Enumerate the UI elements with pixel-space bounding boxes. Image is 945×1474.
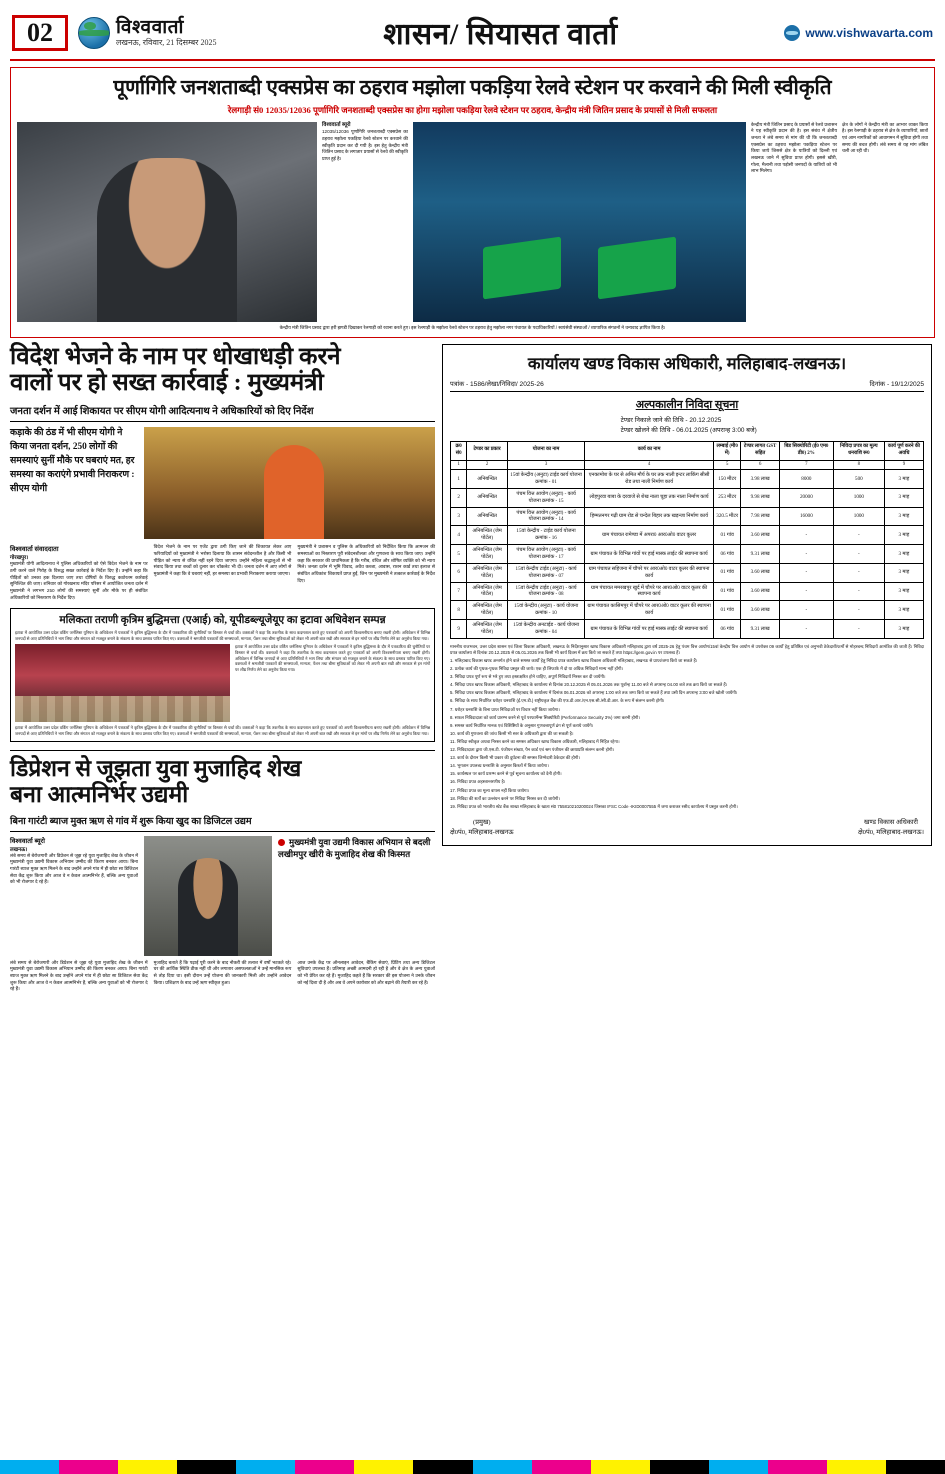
cm-pullquote: कड़ाके की ठंड में भी सीएम योगी ने किया जनता दर्शन, 250 लोगों की समस्याएं सुनीं मौके पर घबराएं मत, हर समस्या का कराएंगे प्रभावी निराकरण : सीएम योगी (10, 428, 135, 495)
cell-length: 150 मीटर (713, 470, 740, 489)
cell-length: 01 गांव (713, 526, 740, 545)
cell-type: अनिबन्धित (जेम पोर्टल) (467, 526, 508, 545)
cell-cost: 3.60 लाख (741, 526, 780, 545)
table-header-row (451, 442, 924, 461)
cell-cost: 3.60 लाख (741, 582, 780, 601)
cell-work: हिम्मतनगर गढ़ी ग्राम रोड से चन्देल बिहार तक खड़न्जा निर्माण कार्य (585, 507, 714, 526)
cell-sn: 9 (451, 620, 467, 639)
th-emd: बिड सिक्योरिटी (ई0 एम0 डी0) 2% (779, 442, 833, 461)
print-color-bar (0, 1460, 945, 1474)
dep-headline-line1: डिप्रेशन से जूझता युवा मुजाहिद शेख (10, 755, 302, 781)
cell-scheme: पंचम वित्त आयोग (अनुटा) - कार्य योजना क्रमांक - 14 (507, 507, 584, 526)
terms-intro: माननीय राजभवन, उत्तर प्रदेश शासन एवं जिला विकास अधिकारी, लखनऊ के निर्देशानुसार खण्ड विकास अधिकारी मलिहाबाद द्वारा वर्ष 2025-26 हेतु पंचम वित्त आयोग/15वां केन्द्रीय वित्त आयोग से उपरोक्त 09 कार्यों हेतु प्रतिष्ठित एवं अनुभवी ठेकेदारों/फर्मों से मोहरबन्द निविदायें आमंत्रित की जाती हैं। निविदा प्रपत्र कार्यालय से दिनांक 20.12.2025 से 05.01.2026 तक किसी भी कार्य दिवस में क्रय किये जा सकते हैं तथा https://gem.gov.in पर उपलब्ध हैं। (450, 643, 924, 655)
lead-col-3: क्षेत्र के लोगों ने केन्द्रीय मंत्री का आभार व्यक्त किया है। इस रेलगाड़ी के ठहराव से क्षेत्र के व्यापारियों, छात्रों एवं आम नागरिकों को आवागमन में सुविधा होगी तथा समय की बचत होगी। लंबे समय से यह मांग लंबित चली आ रही थी। (842, 121, 928, 154)
cell-length: 06 गांव (713, 545, 740, 564)
cell-type: अनिबन्धित (जेम पोर्टल) (467, 601, 508, 620)
cell-emd: - (779, 582, 833, 601)
term-item: 3. निविदा प्रपत्र पूर्ण रूप से भरे हुए तथा हस्ताक्षरित होने चाहिए, अपूर्ण निविदायें निरस्त कर दी जायेंगी। (450, 674, 606, 680)
table-row (451, 601, 924, 620)
cell-period: 3 माह (884, 526, 923, 545)
cell-sn: 5 (451, 545, 467, 564)
cell-work: ग्राम पंचायत कासिमपुर में चौपरे पर आर0ओ0 वाटर कूलर की स्थापना कार्य (585, 601, 714, 620)
num-8: 8 (833, 460, 884, 469)
term-item: 7. धरोहर धनराशि के बिना प्राप्त निविदाओं पर विचार नहीं किया जायेगा। (450, 706, 560, 712)
cell-type: अनिबन्धित (467, 507, 508, 526)
dep-photo (144, 836, 272, 956)
cell-work: ग्राम पंचायत ममरखपुर खुर्द में चौपरे पर आर0ओ0 वाटर कूलर की स्थापना कार्य (585, 582, 714, 601)
num-7: 7 (779, 460, 833, 469)
cell-work: ग्राम पंचायत के विभिन्न गांवों पर हाई मास्क लाईट की स्थापना कार्य (585, 545, 714, 564)
term-item: 18. निविदा की शर्तों का उल्लंघन करने पर निविदा निरस्त कर दी जायेगी। (450, 795, 560, 801)
cell-type: अनिबन्धित (467, 470, 508, 489)
cell-length: 01 गांव (713, 601, 740, 620)
cell-sn: 8 (451, 601, 467, 620)
signature-right (858, 818, 924, 839)
term-item: 19. निविदा प्रपत्र को भारतीय स्टेट बैंक शाखा मलिहाबाद के खाता सं0 755810210200024 जिसका IFSC Code -IKID0007555 में जमा कराकर रसीद कार्यालय में प्रस्तुत करनी होगी। (450, 803, 738, 809)
cell-sn: 6 (451, 563, 467, 582)
ai-conference-box (10, 608, 435, 741)
term-item: 12. निविदादाता द्वारा जी.एस.टी. पंजीयन संख्या, पैन कार्ड एवं श्रम पंजीयन की छायाप्रति संलग्न करनी होगी। (450, 747, 615, 753)
term-item: 11. निविदा स्वीकृत अथवा निरस्त करने का समस्त अधिकार खण्ड विकास अधिकारी, मलिहाबाद में निहित रहेगा। (450, 738, 620, 744)
cm-headline-line1: विदेश भेजने के नाम पर धोखाधड़ी करने (10, 343, 341, 370)
num-5: 5 (713, 460, 740, 469)
cell-cost: 7.98 लाख (741, 507, 780, 526)
cell-fee: - (833, 620, 884, 639)
cm-col-2: विदेश भेजने के नाम पर एजेंट द्वारा ठगी किए जाने की शिकायत लेकर आए फरियादियों को मुख्यमंत्री ने भरोसा दिलाया कि शासन संवेदनशील है और किसी भी पीड़ित को न्याय से वंचित नहीं रहने दिया जाएगा। उन्होंने महिला श्रद्धालुओं से भी संवाद किया तथा बच्चों को दुलार कर चॉकलेट भी दी। जनता दर्शन में आए लोगों से मुख्यमंत्री ने कहा कि वे घबराएं नहीं, हर समस्या का प्रभावी निराकरण कराया जाएगा। (153, 544, 292, 576)
cell-fee: - (833, 526, 884, 545)
th-scheme: योजना का नाम (507, 442, 584, 461)
table-row (451, 545, 924, 564)
cm-story (10, 344, 435, 602)
dep-col-3: मुजाहिद बताते हैं कि पढ़ाई पूरी करने के बाद नौकरी की तलाश में वर्षों भटकते रहे। घर की आर्थिक स्थिति ठीक नहीं थी और लगातार असफलताओं ने उन्हें मानसिक रूप से तोड़ दिया था। इसी दौरान उन्हें योजना की जानकारी मिली और उन्होंने आवेदन किया। प्रशिक्षण के बाद उन्हें ऋण स्वीकृत हुआ। (153, 959, 292, 985)
cell-length: 01 गांव (713, 563, 740, 582)
cell-fee: - (833, 582, 884, 601)
cell-work: ग्राम पंचायत के विभिन्न गांवों पर हाई मास्क लाईट की स्थापना कार्य (585, 620, 714, 639)
lead-story (10, 67, 935, 338)
lead-subhead: रेलगाड़ी सं0 12035/12036 पूर्णागिरि जनशताब्दी एक्सप्रेस का होगा मझोला पकड़िया रेलवे स्टेशन पर ठहराव, केन्द्रीय मंत्री जितिन प्रसाद के प्रयासों से मिली सफलता (227, 105, 718, 115)
cell-scheme: 15वां केन्द्रीय अनटाईड - कार्य योजना क्रमांक - 04 (507, 620, 584, 639)
cell-fee: 500 (833, 470, 884, 489)
lead-photo-right (413, 122, 746, 322)
cell-scheme: पंचम वित्त आयोग (अनुटा) - कार्य योजना क्रमांक - 17 (507, 545, 584, 564)
cell-type: अनिबन्धित (जेम पोर्टल) (467, 545, 508, 564)
th-period: कार्य पूर्ण करने की अवधि (884, 442, 923, 461)
cell-length: 320.5 मीटर (713, 507, 740, 526)
term-item: 9. समस्त कार्य निर्धारित मानक एवं विशिष्टियों के अनुसार गुणवत्तापूर्ण ढंग से पूर्ण कराये जायेंगे। (450, 722, 594, 728)
table-row (451, 507, 924, 526)
cm-deck: जनता दर्शन में आई शिकायत पर सीएम योगी आदित्यनाथ ने अधिकारियों को दिए निर्देश (10, 403, 435, 422)
cm-col-1: मुख्यमंत्री योगी आदित्यनाथ ने पुलिस अधिकारियों को ऐसे विदेश भेजने के नाम पर ठगी करने वाले गिरोह के विरुद्ध सख्त कार्रवाई के निर्देश दिए हैं। उन्होंने कहा कि पीड़ितों को उनका हक दिलाया जाए तथा दोषियों के विरुद्ध कठोरतम कार्रवाई सुनिश्चित की जाए। शनिवार को गोरखनाथ मंदिर परिसर में आयोजित जनता दर्शन में मुख्यमंत्री ने लगभग 250 लोगों की समस्याएं सुनीं और मौके पर ही संबंधित अधिकारियों को निस्तारण के निर्देश दिए। (10, 561, 148, 600)
cell-emd: - (779, 563, 833, 582)
term-item: 10. कार्य की गुणवत्ता की जांच किसी भी स्तर के अधिकारी द्वारा की जा सकती है। (450, 730, 574, 736)
tender-ref: पत्रांक - 1586/लेखा/निविदा/ 2025-26 (450, 380, 544, 388)
term-item: 14. भुगतान उपलब्ध धनराशि के अनुसार किश्तों में किया जायेगा। (450, 763, 549, 769)
lead-col-2: केन्द्रीय मंत्री जितिन प्रसाद के प्रयासों से रेलवे प्रशासन ने यह स्वीकृति प्रदान की है। इस संबंध में क्षेत्रीय जनता ने लंबे समय से मांग की थी कि जनशताब्दी एक्सप्रेस का ठहराव मझोला पकड़िया स्टेशन पर किया जाये जिससे क्षेत्र के यात्रियों को दिल्ली एवं लखनऊ जाने में सुविधा प्राप्त होगी। इससे खीरी, गोला, मैलानी तथा पड़ोसी जनपदों के यात्रियों को भी लाभ मिलेगा। (751, 121, 837, 174)
th-sn: क्र0 सं0 (451, 442, 467, 461)
cell-type: अनिबन्धित (जेम पोर्टल) (467, 620, 508, 639)
ai-body-bottom: इटावा में आयोजित उत्तर प्रदेश वर्किंग जर्नलिस्ट यूनियन के अधिवेशन में पत्रकारों ने कृत्रिम बुद्धिमत्ता के दौर में पत्रकारिता की चुनौतियों पर विस्तार से चर्चा की। वक्ताओं ने कहा कि तकनीक के साथ कदमताल करते हुए पत्रकारों को अपनी विश्वसनीयता बनाए रखनी होगी। अधिवेशन में विभिन्न जनपदों से आए प्रतिनिधियों ने भाग लिया और संगठन को मजबूत बनाने के संकल्प के साथ प्रस्ताव पारित किए गए। वक्ताओं ने श्रमजीवी पत्रकारों की समस्याओं, मान्यता, पेंशन तथा बीमा सुविधाओं को लेकर भी अपनी बात रखी और सरकार से इन मांगों पर शीघ्र निर्णय लेने का अनुरोध किया गया। (15, 725, 430, 737)
th-cost: टेण्डर लागत GST सहित (741, 442, 780, 461)
brand-edition: लखनऊ, रविवार, 21 दिसम्बर 2025 (116, 38, 217, 47)
sign-right-title: खण्ड विकास अधिकारी (864, 818, 918, 826)
dep-col-4: आज उनके केंद्र पर ऑनलाइन आवेदन, बैंकिंग सेवाएं, प्रिंटिंग तथा अन्य डिजिटल सुविधाएं उपलब्ध हैं। प्रतिमाह अच्छी आमदनी हो रही है और वे क्षेत्र के अन्य युवाओं को भी प्रेरित कर रहे हैं। मुजाहिद कहते हैं कि सरकार की इस योजना ने उनके जीवन को नई दिशा दी है और अब वे अपने कारोबार को और बढ़ाने की तैयारी कर रहे हैं। (297, 959, 436, 985)
th-fee: निविदा प्रपत्र का मूल्य धनराशि रू0 (833, 442, 884, 461)
table-number-row (451, 460, 924, 469)
sign-right-office: क्षे0पं0, मलिहाबाद-लखनऊ। (857, 829, 924, 837)
cell-cost: 3.60 लाख (741, 563, 780, 582)
cell-type: अनिबन्धित (जेम पोर्टल) (467, 582, 508, 601)
cell-scheme: 15वां केन्द्रीय (अनुटा) - कार्य योजना क्रमांक - 10 (507, 601, 584, 620)
table-row (451, 582, 924, 601)
th-work: कार्य का नाम (585, 442, 714, 461)
cm-col-3: मुख्यमंत्री ने प्रशासन व पुलिस के अधिकारियों को निर्देशित किया कि आमजन की समस्याओं का निस्तारण पूरी संवेदनशीलता और गुणवत्ता के साथ किया जाए। उन्होंने कहा कि सरकार की प्राथमिकता है कि गरीब, वंचित और शोषित व्यक्ति को भी न्याय मिले। जनता दर्शन में भूमि विवाद, अवैध कब्जा, आवास, राशन कार्ड तथा इलाज से संबंधित अधिकांश शिकायतें प्राप्त हुईं, जिन पर मुख्यमंत्री ने तत्काल कार्रवाई के निर्देश दिए। (297, 544, 436, 583)
signature-left (450, 818, 514, 839)
cell-period: 3 माह (884, 582, 923, 601)
tender-terms (450, 644, 924, 810)
cell-cost: 9.31 लाख (741, 620, 780, 639)
cell-work: एनकामोश के घर से अमित मौर्य के घर तक नाली इन्टर लाकिंग सीसी रोड तथा नाली निर्माण कार्य (585, 470, 714, 489)
brand-name: विश्ववार्ता (116, 17, 184, 38)
cell-fee: 1000 (833, 507, 884, 526)
table-row (451, 620, 924, 639)
cell-scheme: 15वां केन्द्रीय (अनुटा) टाईड कार्य योजना क्रमांक - 01 (507, 470, 584, 489)
tender-signatures (450, 818, 924, 839)
cell-period: 3 माह (884, 507, 923, 526)
term-item: 5. निविदा प्रपत्र खण्ड विकास अधिकारी, मलिहाबाद के कार्यालय में दिनांक 06.01.2026 को अपरान्ह 1:00 बजे तक जमा किये जा सकते हैं तथा उसी दिन अपरान्ह 3:00 बजे खोली जायेंगी। (450, 690, 738, 696)
cell-cost: 3.60 लाख (741, 601, 780, 620)
cell-cost: 9.31 लाख (741, 545, 780, 564)
cell-sn: 2 (451, 488, 467, 507)
page-number: 02 (12, 15, 68, 51)
cell-emd: - (779, 545, 833, 564)
cell-period: 3 माह (884, 601, 923, 620)
cell-emd: - (779, 620, 833, 639)
website-url: www.vishwavarta.com (805, 25, 933, 40)
dep-headline-line2: बना आत्मनिर्भर उद्यमी (10, 782, 189, 808)
right-column (442, 344, 932, 846)
entrepreneur-story (10, 750, 435, 993)
tender-open-date: टेण्डर खोलने की तिथि - 06.01.2025 (अपरान्ह 3:00 बजे) (620, 426, 757, 434)
num-2: 2 (467, 460, 508, 469)
term-item: 16. निविदा प्रपत्र अहस्तान्तरणीय है। (450, 779, 506, 785)
term-item: 8. सफल निविदादाता को कार्य प्रारम्भ करने से पूर्व परफार्मेन्स सिक्योरिटी (Performance Security 3%) जमा करनी होगी। (450, 714, 641, 720)
cell-sn: 7 (451, 582, 467, 601)
cell-period: 3 माह (884, 470, 923, 489)
cell-sn: 1 (451, 470, 467, 489)
th-type: टेण्डर का प्रकार (467, 442, 508, 461)
dep-col-2: लंबे समय से बेरोजगारी और डिप्रेशन से जूझ रहे युवा मुजाहिद शेख के जीवन में मुख्यमंत्री युवा उद्यमी विकास अभियान उम्मीद की किरण बनकर आया। बिना गारंटी ब्याज मुक्त ऋण मिलने के बाद उन्होंने अपने गांव में ही छोटा सा डिजिटल सेवा केंद्र शुरू किया और आज वे न केवल आत्मनिर्भर हैं, बल्कि अन्य युवाओं को भी रोजगार दे रहे हैं। (10, 959, 148, 992)
cell-scheme: 15वां केन्द्रीय टाईड (अनुटा) - कार्य योजना क्रमांक - 08 (507, 582, 584, 601)
lead-byline: विश्ववार्ता ब्यूरो (322, 121, 351, 128)
page-title: शासन/ सियासत वार्ता (383, 18, 618, 51)
brand-logo (78, 17, 216, 49)
table-row (451, 563, 924, 582)
tender-date: दिनांक - 19/12/2025 (869, 380, 924, 388)
cell-emd: - (779, 601, 833, 620)
term-item: 2. प्रत्येक कार्य की पृथक-पृथक निविदा प्रस्तुत की जाये। एक ही लिफाफे में दो या अधिक निविदायें मान्य नहीं होंगी। (450, 666, 624, 672)
term-item: 1. मलिहाबाद विकास खण्ड अन्तर्गत होने वाले समस्त कार्यों हेतु निविदा प्रपत्र कार्यालय खण्ड विकास अधिकारी मलिहाबाद, लखनऊ से प्राप्त/जमा किये जा सकते हैं। (450, 658, 698, 663)
table-row (451, 470, 924, 489)
num-6: 6 (741, 460, 780, 469)
tender-issue-date: टेण्डर निकाले जाने की तिथि - 20.12.2025 (620, 416, 722, 424)
term-item: 13. कार्य के दौरान किसी भी प्रकार की दुर्घटना की समस्त जिम्मेदारी ठेकेदार की होगी। (450, 755, 580, 761)
cm-byline: विश्ववार्ता संवाददाता गोरखपुर। (10, 546, 59, 562)
cell-fee: - (833, 545, 884, 564)
num-4: 4 (585, 460, 714, 469)
cell-work: ग्राम पंचायत सहिजना में चौपरे पर आर0ओ0 वाटर कूलर की स्थापना कार्य (585, 563, 714, 582)
cell-type: अनिबन्धित (467, 488, 508, 507)
cell-length: 06 गांव (713, 620, 740, 639)
cm-photo (144, 427, 435, 539)
tender-table (450, 441, 924, 639)
cell-fee: - (833, 563, 884, 582)
tender-notice (442, 344, 932, 846)
dep-highlight: मुख्यमंत्री युवा उद्यमी विकास अभियान से बदली लखीमपुर खीरी के मुजाहिद शेख की किस्मत (278, 836, 435, 861)
table-row (451, 526, 924, 545)
lead-headline: पूर्णागिरि जनशताब्दी एक्सप्रेस का ठहराव मझोला पकड़िया रेलवे स्टेशन पर करवाने की मिली स्वीकृति (113, 77, 832, 99)
cell-sn: 4 (451, 526, 467, 545)
website-link[interactable] (784, 25, 933, 41)
cell-scheme: 15वां केन्द्रीय टाईड (अनुटा) - कार्य योजना क्रमांक - 07 (507, 563, 584, 582)
term-item: 15. कार्यस्थल पर कार्य प्रारम्भ करने से पूर्व सूचना कार्यालय को देनी होगी। (450, 771, 562, 777)
term-item: 17. निविदा प्रपत्र का मूल्य वापस नहीं किया जायेगा। (450, 787, 530, 793)
table-row (451, 488, 924, 507)
cell-emd: 8000 (779, 470, 833, 489)
tender-office-title: कार्यालय खण्ड विकास अधिकारी, मलिहाबाद-लखनऊ। (527, 353, 847, 373)
cell-emd: - (779, 526, 833, 545)
cell-length: 253 मीटर (713, 488, 740, 507)
left-column (10, 344, 435, 993)
web-dot-icon (784, 25, 800, 41)
globe-icon (78, 17, 110, 49)
term-item: 4. निविदा प्रपत्र खण्ड विकास अधिकारी, मलिहाबाद के कार्यालय से दिनांक 20.12.2025 से 05.01.2026 तक पूर्वान्ह 11.00 बजे से अपरान्ह 04.00 बजे तक क्रय किये जा सकते हैं। (450, 682, 728, 688)
cell-fee: - (833, 601, 884, 620)
cell-period: 3 माह (884, 563, 923, 582)
cell-period: 3 माह (884, 545, 923, 564)
cell-cost: 9.98 लाख (741, 488, 780, 507)
tender-notice-title: अल्पकालीन निविदा सूचना (635, 398, 739, 411)
masthead (10, 8, 935, 61)
cell-cost: 3.98 लाख (741, 470, 780, 489)
cell-period: 3 माह (884, 620, 923, 639)
ai-body-right: इटावा में आयोजित उत्तर प्रदेश वर्किंग जर्नलिस्ट यूनियन के अधिवेशन में पत्रकारों ने कृत्रिम बुद्धिमत्ता के दौर में पत्रकारिता की चुनौतियों पर विस्तार से चर्चा की। वक्ताओं ने कहा कि तकनीक के साथ कदमताल करते हुए पत्रकारों को अपनी विश्वसनीयता बनाए रखनी होगी। अधिवेशन में विभिन्न जनपदों से आए प्रतिनिधियों ने भाग लिया और संगठन को मजबूत बनाने के संकल्प के साथ प्रस्ताव पारित किए गए। वक्ताओं ने श्रमजीवी पत्रकारों की समस्याओं, मान्यता, पेंशन तथा बीमा सुविधाओं को लेकर भी अपनी बात रखी और सरकार से इन मांगों पर शीघ्र निर्णय लेने का अनुरोध किया गया। (235, 644, 430, 672)
dep-col-1: लंबे समय से बेरोजगारी और डिप्रेशन से जूझ रहे युवा मुजाहिद शेख के जीवन में मुख्यमंत्री युवा उद्यमी विकास अभियान उम्मीद की किरण बनकर आया। बिना गारंटी ब्याज मुक्त ऋण मिलने के बाद उन्होंने अपने गांव में ही छोटा सा डिजिटल सेवा केंद्र शुरू किया और आज वे न केवल आत्मनिर्भर हैं, बल्कि अन्य युवाओं को भी रोजगार दे रहे हैं। (10, 852, 138, 885)
sign-left-title: (प्रमुख) (473, 818, 491, 826)
num-1: 1 (451, 460, 467, 469)
lead-col-1: 12035/12036 पूर्णागिरि जनशताब्दी एक्सप्रेस का ठहराव मझोला पकड़िया रेलवे स्टेशन पर करवाने की स्वीकृति प्रदान कर दी गयी है। इस हेतु केन्द्रीय मंत्री जितिन प्रसाद के लगातार प्रयासों से रेलवे की स्वीकृति प्राप्त हुई है। (322, 129, 408, 162)
cm-headline-line2: वालों पर हो सख्त कार्रवाई : मुख्यमंत्री (10, 370, 324, 397)
cell-period: 3 माह (884, 488, 923, 507)
cell-emd: 20000 (779, 488, 833, 507)
cell-work: ग्राम पंचायत रामेण्डा में अपरा0 आर0ओ0 वाटर कूलर (585, 526, 714, 545)
ai-headline: मलिकता तराणी कृत्रिम बुद्धिमत्ता (एआई) को, यूपीडब्ल्यूजेयूए का इटावा अधिवेशन सम्पन्न (59, 615, 386, 627)
cell-emd: 16000 (779, 507, 833, 526)
term-item: 6. निविदा के साथ निर्धारित धरोहर धनराशि (ई.एम.डी.) राष्ट्रीयकृत बैंक की एफ.डी.आर./एन.एस.सी./सी.डी.आर. के रूप में संलग्न करनी होगी। (450, 698, 665, 704)
cell-work: लोहपुरवा बाबा के दरवाजे से शेख नाला चूहा तक नाला निर्माण कार्य (585, 488, 714, 507)
dep-byline: विश्ववार्ता ब्यूरो लखनऊ। (10, 837, 45, 853)
lead-photo-left (17, 122, 317, 322)
cell-scheme: 15वां केन्द्रीय - टाईड कार्य योजना क्रमांक - 16 (507, 526, 584, 545)
dep-deck: बिना गारंटी ब्याज मुक्त ऋण से गांव में शुरू किया खुद का डिजिटल उद्यम (10, 814, 435, 832)
th-length: लम्बाई (मी0 में) (713, 442, 740, 461)
cell-type: अनिबन्धित (जेम पोर्टल) (467, 563, 508, 582)
cell-scheme: पंचम वित्त आयोग (अनुटा) - कार्य योजना क्रमांक - 15 (507, 488, 584, 507)
sign-left-office: क्षे0पं0, मलिहाबाद-लखनऊ (450, 829, 514, 837)
ai-body-left: इटावा में आयोजित उत्तर प्रदेश वर्किंग जर्नलिस्ट यूनियन के अधिवेशन में पत्रकारों ने कृत्रिम बुद्धिमत्ता के दौर में पत्रकारिता की चुनौतियों पर विस्तार से चर्चा की। वक्ताओं ने कहा कि तकनीक के साथ कदमताल करते हुए पत्रकारों को अपनी विश्वसनीयता बनाए रखनी होगी। अधिवेशन में विभिन्न जनपदों से आए प्रतिनिधियों ने भाग लिया और संगठन को मजबूत बनाने के संकल्प के साथ प्रस्ताव पारित किए गए। वक्ताओं ने श्रमजीवी पत्रकारों की समस्याओं, मान्यता, पेंशन तथा बीमा सुविधाओं को लेकर भी अपनी बात रखी और सरकार से इन मांगों पर शीघ्र निर्णय लेने का अनुरोध किया गया। (15, 630, 430, 641)
ai-photo (15, 644, 230, 722)
cell-length: 01 गांव (713, 582, 740, 601)
num-3: 3 (507, 460, 584, 469)
cell-fee: 1000 (833, 488, 884, 507)
cell-sn: 3 (451, 507, 467, 526)
num-9: 9 (884, 460, 923, 469)
lead-caption: केन्द्रीय मंत्री जितिन प्रसाद द्वारा हरी झण्डी दिखाकर रेलगाड़ी को रवाना करते हुए। इस रेलगाड़ी के मझोला रेलवे स्टेशन पर ठहराव हेतु मझोला नगर पंचायत के पदाधिकारियों / स्वयंसेवी संस्थाओं / व्यापारिक संगठनों ने धन्यवाद ज्ञापित किया है। (279, 324, 666, 330)
